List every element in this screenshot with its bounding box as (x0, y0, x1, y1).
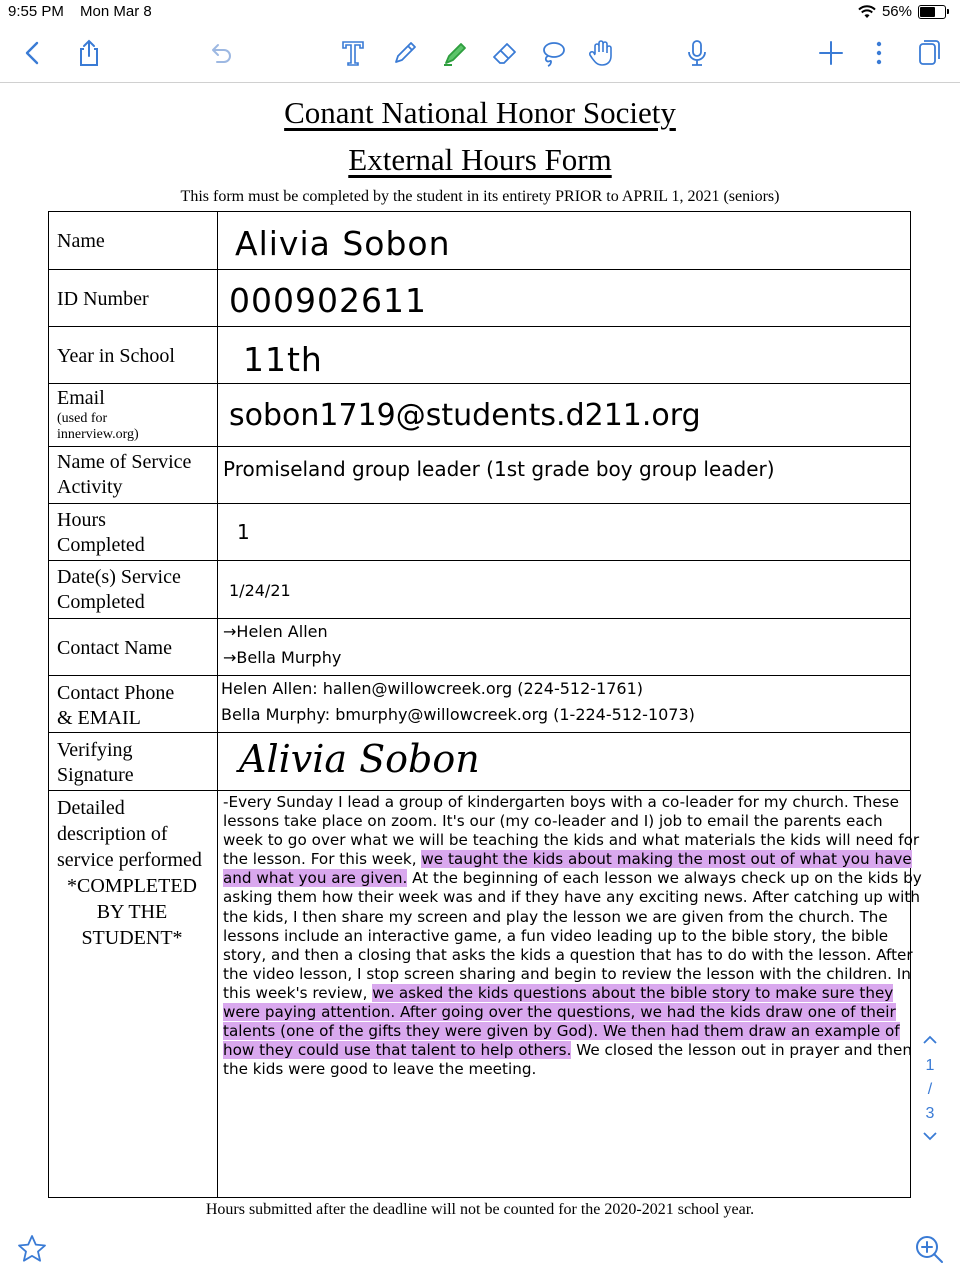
date-label-line1: Date(s) Service (57, 566, 181, 588)
hand-tool-button[interactable] (584, 36, 618, 70)
microphone-icon (682, 38, 712, 68)
phone-value-1[interactable]: Helen Allen: hallen@willowcreek.org (224-512-1761) (221, 679, 644, 698)
description-required: *COMPLETED BY THE STUDENT* (67, 875, 197, 949)
battery-percent: 56% (881, 3, 912, 20)
id-label: ID Number (57, 288, 149, 310)
form-footer: Hours submitted after the deadline will not be counted for the 2020-2021 school year. (205, 1201, 755, 1218)
signature-label-line1: Verifying (57, 739, 133, 761)
hours-label (57, 508, 145, 558)
pen-icon (390, 38, 420, 68)
back-icon (18, 38, 48, 68)
status-bar (0, 0, 960, 26)
phone-value-2[interactable]: Bella Murphy: bmurphy@willowcreek.org (1-224-512-1073) (221, 705, 695, 724)
service-label-line1: Name of Service (57, 451, 192, 473)
page-navigator (918, 1030, 942, 1150)
row-year (49, 326, 910, 384)
total-page-count: 3 (925, 1105, 935, 1122)
year-value[interactable]: 11th (243, 340, 323, 379)
row-signature (49, 732, 910, 791)
status-date: Mon Mar 8 (80, 3, 152, 20)
row-name (49, 212, 910, 269)
pages-icon (912, 38, 942, 68)
share-button[interactable] (72, 36, 106, 70)
description-text-3: We closed the lesson out in prayer and then the kids were good to leave the meeting. (223, 1041, 912, 1079)
microphone-button[interactable] (680, 36, 714, 70)
phone-label-line1: Contact Phone (57, 682, 175, 704)
undo-icon (206, 38, 236, 68)
row-contact-phone (49, 675, 910, 733)
lasso-icon (538, 38, 568, 68)
row-email (49, 383, 910, 447)
current-page-number: 1 (925, 1057, 935, 1074)
form-subtitle: External Hours Form (348, 142, 612, 177)
email-label-group (57, 386, 167, 443)
contact-label: Contact Name (57, 637, 172, 659)
pages-button[interactable] (910, 36, 944, 70)
id-value[interactable]: 000902611 (229, 281, 427, 320)
back-button[interactable] (16, 36, 50, 70)
row-service (49, 446, 910, 504)
service-label-line2: Activity (57, 476, 123, 498)
eraser-tool-button[interactable] (488, 36, 522, 70)
toolbar (0, 26, 960, 83)
row-date (49, 560, 910, 619)
add-icon (816, 38, 846, 68)
row-id (49, 269, 910, 327)
year-label: Year in School (57, 345, 175, 367)
page-separator: / (927, 1081, 933, 1098)
description-highlight-1: we taught the kids about making the most out of what you have and what you are given. (223, 850, 912, 888)
share-icon (74, 38, 104, 68)
contact-value-2[interactable]: →Bella Murphy (223, 648, 342, 667)
hours-form-table (48, 211, 922, 1198)
form-notice: This form must be completed by the student in its entirety PRIOR to APRIL 1, 2021 (seniors) (180, 188, 780, 205)
previous-page-button[interactable] (918, 1030, 942, 1054)
service-value[interactable]: Promiseland group leader (1st grade boy group leader) (223, 457, 775, 481)
zoom-in-icon (912, 1232, 946, 1266)
name-label: Name (57, 230, 105, 252)
email-note: (used for innerview.org) (57, 411, 139, 442)
contact-value-1[interactable]: →Helen Allen (223, 622, 328, 641)
row-contact-name (49, 618, 910, 676)
favorite-button[interactable] (15, 1232, 49, 1266)
signature-label-line2: Signature (57, 764, 134, 786)
lasso-tool-button[interactable] (536, 36, 570, 70)
status-time: 9:55 PM (8, 3, 64, 20)
form-title: Conant National Honor Society (284, 95, 676, 130)
wifi-icon (858, 5, 876, 19)
description-highlight-2: we asked the kids questions about the bible story to make sure they were paying attention. After going over the questions, we had the kids draw one of their talents (one of the gifts they were given by God). We then had them draw an example of how they could use that talent to help others. (223, 983, 900, 1060)
description-label-group (57, 795, 207, 951)
hours-label-line2: Completed (57, 534, 145, 556)
battery-icon (918, 5, 946, 19)
document-page (0, 83, 960, 1233)
more-button[interactable] (862, 36, 896, 70)
phone-label-line2: & EMAIL (57, 707, 141, 729)
text-tool-button[interactable] (336, 36, 370, 70)
phone-label (57, 681, 174, 731)
next-page-button[interactable] (918, 1126, 942, 1150)
hours-label-line1: Hours (57, 509, 106, 531)
more-icon (864, 38, 894, 68)
add-page-button[interactable] (814, 36, 848, 70)
row-hours (49, 503, 910, 561)
date-label (57, 565, 181, 615)
email-label: Email (57, 387, 105, 409)
service-label (57, 450, 191, 500)
signature-label (57, 738, 134, 788)
hours-value[interactable]: 1 (237, 520, 250, 544)
description-text-2: At the beginning of each lesson we always check up on the kids by asking them how their week was and if they have any exciting news. After catching up with the kids, I then share my screen and play the lesson we are given from the church. The lessons include an interactive game, a fun video leading up to the bible story, the bible story, and then a closing that asks the kids a question that has to do with the lesson. After the video lesson, I stop screen sharing and begin to review the lesson with the children. In this week's review, (223, 869, 922, 1002)
row-description (49, 790, 922, 1198)
chevron-up-icon (922, 1034, 938, 1046)
highlighter-tool-button[interactable] (438, 36, 472, 70)
hand-tool-icon (586, 38, 616, 68)
email-value[interactable]: sobon1719@students.d211.org (229, 398, 701, 433)
pen-tool-button[interactable] (388, 36, 422, 70)
text-tool-icon (338, 38, 368, 68)
description-label: Detailed description of service performed (57, 797, 202, 871)
zoom-in-button[interactable] (912, 1232, 946, 1266)
description-text-1: -Every Sunday I lead a group of kindergarten boys with a co-leader for my church. These lessons take place on zoom. It's our (my co-leader and I) job to email the parents each week to go over what we will be teaching the kids and what materials the kids will need for the lesson. For this week, (223, 793, 920, 869)
favorite-star-icon (15, 1232, 49, 1266)
chevron-down-icon (922, 1130, 938, 1142)
highlighter-icon (440, 38, 470, 68)
undo-button[interactable] (204, 36, 238, 70)
name-value[interactable]: Alivia Sobon (235, 224, 451, 263)
description-value[interactable] (223, 793, 923, 1079)
date-value[interactable]: 1/24/21 (229, 581, 291, 600)
eraser-icon (490, 38, 520, 68)
date-label-line2: Completed (57, 591, 145, 613)
signature-value[interactable]: Alivia Sobon (239, 737, 480, 781)
